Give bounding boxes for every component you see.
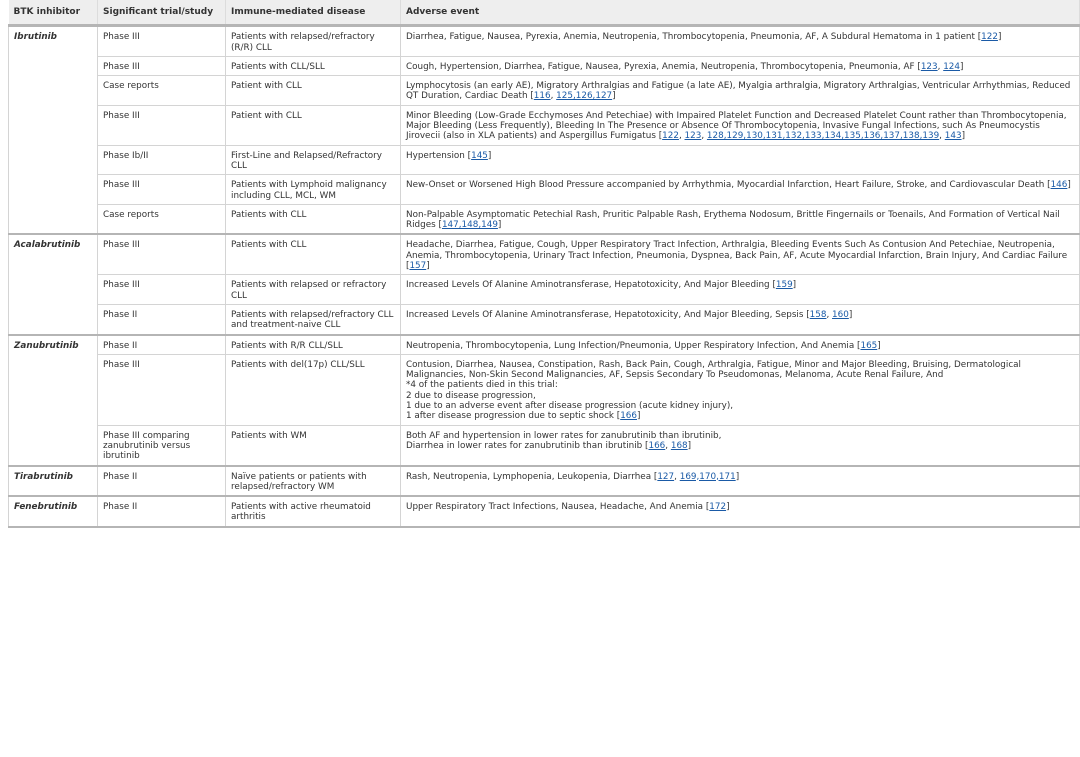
disease-cell: Patient with CLL <box>226 105 401 145</box>
disease-cell: Patients with del(17p) CLL/SLL <box>226 354 401 425</box>
trial-cell: Phase III <box>98 275 226 305</box>
header-adverse-event: Adverse event <box>401 0 1080 26</box>
adverse-event-cell: Minor Bleeding (Low-Grade Ecchymoses And Petechiae) with Impaired Platelet Function and Decreased Platelet Count rather than Thrombocytopenia, Major Bleeding (Less Frequently), Bleeding In The Presence or Absence Of Thrombocytopenia, Invasive Fungal Infections, such As Pneumocystis Jirovecii (also in XLA patients) and Aspergillus Fumigatus [122, 123, 128,129,130,131,132,133,134,135,136,137,138,139, 143] <box>401 105 1080 145</box>
adverse-event-text: Hypertension [ <box>406 150 472 161</box>
disease-cell: Patients with relapsed/refractory CLL and treatment-naive CLL <box>226 304 401 334</box>
adverse-events-table-container <box>8 0 1079 528</box>
trial-cell: Phase II <box>98 335 226 355</box>
trial-cell: Phase II <box>98 466 226 497</box>
adverse-event-text: Rash, Neutropenia, Lymphopenia, Leukopenia, Diarrhea [ <box>406 471 658 482</box>
adverse-event-text: Neutropenia, Thrombocytopenia, Lung Infection/Pneumonia, Upper Respiratory Infection, And Anemia [ <box>406 340 861 351</box>
adverse-event-text: Cough, Hypertension, Diarrhea, Fatigue, Nausea, Pyrexia, Anemia, Neutropenia, Thrombocytopenia, Pneumonia, AF [ <box>406 61 921 72</box>
trial-cell: Phase II <box>98 496 226 527</box>
reference-link[interactable]: 127 <box>657 471 675 482</box>
header-disease: Immune-mediated disease <box>226 0 401 26</box>
table-row <box>9 425 1080 465</box>
disease-cell: Patients with relapsed/refractory (R/R) CLL <box>226 26 401 57</box>
table-row <box>9 26 1080 57</box>
reference-link[interactable]: 122 <box>981 32 998 43</box>
trial-cell: Phase III comparing zanubrutinib versus ibrutinib <box>98 425 226 465</box>
adverse-event-text: Contusion, Diarrhea, Nausea, Constipation, Rash, Back Pain, Cough, Arthralgia, Fatigue, Minor and Major Bleeding, Bruising, Dermatological Malignancies, Non-Skin Second Malignancies, AF, Sepsis Secondary To Pseudomonas, Melanoma, Acute Renal Failure, And <box>406 359 1021 381</box>
adverse-event-cell: Neutropenia, Thrombocytopenia, Lung Infection/Pneumonia, Upper Respiratory Infection, And Anemia [165] <box>401 335 1080 355</box>
table-row <box>9 466 1080 497</box>
reference-link[interactable]: 168 <box>670 440 688 451</box>
adverse-event-line: Diarrhea in lower rates for zanubrutinib than ibrutinib [166, 168] <box>406 440 692 451</box>
disease-cell: Patients with R/R CLL/SLL <box>226 335 401 355</box>
reference-link[interactable]: 166 <box>648 440 666 451</box>
header-trial: Significant trial/study <box>98 0 226 26</box>
reference-link[interactable]: 116 <box>533 91 551 102</box>
inhibitor-name: Zanubrutinib <box>9 335 98 466</box>
reference-link[interactable]: 166 <box>620 411 637 422</box>
reference-link[interactable]: 143 <box>944 131 962 142</box>
reference-link[interactable]: 172 <box>709 502 727 513</box>
disease-cell: Patients with WM <box>226 425 401 465</box>
table-row <box>9 496 1080 527</box>
adverse-event-cell: Non-Palpable Asymptomatic Petechial Rash, Pruritic Palpable Rash, Erythema Nodosum, Brittle Fingernails or Toenails, And Formation of Vertical Nail Ridges [147,148,149] <box>401 204 1080 234</box>
reference-link[interactable]: 160 <box>832 309 849 320</box>
table-row <box>9 105 1080 145</box>
reference-link[interactable]: 158 <box>809 309 827 320</box>
adverse-event-cell: Headache, Diarrhea, Fatigue, Cough, Upper Respiratory Tract Infection, Arthralgia, Bleeding Events Such As Contusion And Petechiae, Neutropenia, Anemia, Thrombocytopenia, Urinary Tract Infection, Pneumonia, Dyspnea, Back Pain, AF, Acute Myocardial Infarction, Brain Injury, And Cardiac Failure [157] <box>401 234 1080 274</box>
adverse-event-text: Both AF and hypertension in lower rates for zanubrutinib than ibrutinib, <box>406 430 722 441</box>
adverse-event-text: Non-Palpable Asymptomatic Petechial Rash, Pruritic Palpable Rash, Erythema Nodosum, Brittle Fingernails or Toenails, And Formation of Vertical Nail Ridges [ <box>406 209 1060 231</box>
inhibitor-name: Ibrutinib <box>9 26 98 235</box>
adverse-event-cell: Increased Levels Of Alanine Aminotransferase, Hepatotoxicity, And Major Bleeding [159] <box>401 275 1080 305</box>
adverse-event-cell: Rash, Neutropenia, Lymphopenia, Leukopenia, Diarrhea [127, 169,170,171] <box>401 466 1080 497</box>
disease-cell: Patients with CLL <box>226 234 401 274</box>
trial-cell: Case reports <box>98 204 226 234</box>
adverse-event-text: Headache, Diarrhea, Fatigue, Cough, Upper Respiratory Tract Infection, Arthralgia, Bleeding Events Such As Contusion And Petechiae, Neutropenia, Anemia, Thrombocytopenia, Urinary Tract Infection, Pneumonia, Dyspnea, Back Pain, AF, Acute Myocardial Infarction, Brain Injury, And Cardiac Failure [ <box>406 240 1068 272</box>
trial-cell: Phase II <box>98 304 226 334</box>
trial-cell: Phase III <box>98 26 226 57</box>
adverse-events-table <box>8 0 1080 528</box>
reference-link[interactable]: 125,126,127 <box>556 91 613 102</box>
reference-link[interactable]: 128,129,130,131,132,133,134,135,136,137,138,139 <box>706 131 940 142</box>
adverse-event-text: Upper Respiratory Tract Infections, Nausea, Headache, And Anemia [ <box>406 502 710 513</box>
disease-cell: Naïve patients or patients with relapsed/refractory WM <box>226 466 401 497</box>
disease-cell: Patient with CLL <box>226 76 401 106</box>
table-row <box>9 76 1080 106</box>
reference-link[interactable]: 169,170,171 <box>679 471 736 482</box>
disease-cell: Patients with CLL/SLL <box>226 56 401 75</box>
adverse-event-text: Diarrhea, Fatigue, Nausea, Pyrexia, Anemia, Neutropenia, Thrombocytopenia, Pneumonia, AF, A Subdural Hematoma in 1 patient [ <box>406 32 982 43</box>
adverse-event-cell: New-Onset or Worsened High Blood Pressure accompanied by Arrhythmia, Myocardial Infarction, Heart Failure, Stroke, and Cardiovascular Death [146] <box>401 175 1080 205</box>
table-row <box>9 304 1080 334</box>
adverse-event-text: Increased Levels Of Alanine Aminotransferase, Hepatotoxicity, And Major Bleeding [ <box>406 280 776 291</box>
reference-link[interactable]: 122 <box>662 131 679 142</box>
reference-link[interactable]: 123 <box>920 61 938 72</box>
table-row <box>9 234 1080 274</box>
inhibitor-name: Tirabrutinib <box>9 466 98 497</box>
table-row <box>9 204 1080 234</box>
table-row <box>9 275 1080 305</box>
trial-cell: Phase III <box>98 105 226 145</box>
reference-link[interactable]: 165 <box>860 340 878 351</box>
adverse-event-cell: Cough, Hypertension, Diarrhea, Fatigue, Nausea, Pyrexia, Anemia, Neutropenia, Thrombocytopenia, Pneumonia, AF [123, 124] <box>401 56 1080 75</box>
reference-link[interactable]: 124 <box>943 61 960 72</box>
reference-link[interactable]: 145 <box>471 150 488 161</box>
table-row <box>9 56 1080 75</box>
trial-cell: Phase Ib/II <box>98 145 226 175</box>
adverse-event-line: 1 due to an adverse event after disease progression (acute kidney injury), <box>406 401 734 412</box>
adverse-event-text: Minor Bleeding (Low-Grade Ecchymoses And Petechiae) with Impaired Platelet Function and Decreased Platelet Count rather than Thrombocytopenia, Major Bleeding (Less Frequently), Bleeding In The Presence or Absence Of Thrombocytopenia, Invasive Fungal Infections, such As Pneumocystis Jirovecii (also in XLA patients) and Aspergillus Fumigatus [ <box>406 110 1067 142</box>
reference-link[interactable]: 157 <box>409 261 427 272</box>
disease-cell: Patients with Lymphoid malignancy including CLL, MCL, WM <box>226 175 401 205</box>
disease-cell: Patients with relapsed or refractory CLL <box>226 275 401 305</box>
reference-link[interactable]: 123 <box>684 131 702 142</box>
adverse-event-cell: Lymphocytosis (an early AE), Migratory Arthralgias and Fatigue (a late AE), Myalgia arthralgia, Migratory Arthralgias, Ventricular Arrhythmias, Reduced QT Duration, Cardiac Death [116, 125,126,127] <box>401 76 1080 106</box>
reference-link[interactable]: 159 <box>775 280 793 291</box>
inhibitor-name: Acalabrutinib <box>9 234 98 334</box>
adverse-event-line: 2 due to disease progression, <box>406 390 536 401</box>
trial-cell: Phase III <box>98 56 226 75</box>
reference-link[interactable]: 146 <box>1050 180 1068 191</box>
inhibitor-name: Fenebrutinib <box>9 496 98 527</box>
disease-cell: Patients with active rheumatoid arthritis <box>226 496 401 527</box>
trial-cell: Case reports <box>98 76 226 106</box>
disease-cell: Patients with CLL <box>226 204 401 234</box>
disease-cell: First-Line and Relapsed/Refractory CLL <box>226 145 401 175</box>
adverse-event-cell: Diarrhea, Fatigue, Nausea, Pyrexia, Anemia, Neutropenia, Thrombocytopenia, Pneumonia, AF, A Subdural Hematoma in 1 patient [122] <box>401 26 1080 57</box>
adverse-event-cell: Increased Levels Of Alanine Aminotransferase, Hepatotoxicity, And Major Bleeding, Sepsis [158, 160] <box>401 304 1080 334</box>
table-row <box>9 175 1080 205</box>
adverse-event-cell: Upper Respiratory Tract Infections, Nausea, Headache, And Anemia [172] <box>401 496 1080 527</box>
table-row <box>9 145 1080 175</box>
adverse-event-line: *4 of the patients died in this trial: <box>406 380 558 391</box>
adverse-event-cell: Hypertension [145] <box>401 145 1080 175</box>
header-btk-inhibitor: BTK inhibitor <box>9 0 98 26</box>
header-row <box>9 0 1080 26</box>
adverse-event-text: Lymphocytosis (an early AE), Migratory Arthralgias and Fatigue (a late AE), Myalgia arthralgia, Migratory Arthralgias, Ventricular Arrhythmias, Reduced QT Duration, Cardiac Death [ <box>406 81 1071 102</box>
adverse-event-cell <box>401 354 1080 425</box>
adverse-event-text: Increased Levels Of Alanine Aminotransferase, Hepatotoxicity, And Major Bleeding, Sepsis [ <box>406 309 810 320</box>
adverse-event-line: 1 after disease progression due to septic shock [166] <box>406 411 641 422</box>
trial-cell: Phase III <box>98 175 226 205</box>
trial-cell: Phase III <box>98 234 226 274</box>
reference-link[interactable]: 147,148,149 <box>441 220 498 231</box>
table-row <box>9 354 1080 425</box>
table-body <box>9 26 1080 527</box>
adverse-event-text: New-Onset or Worsened High Blood Pressure accompanied by Arrhythmia, Myocardial Infarction, Heart Failure, Stroke, and Cardiovascular Death [ <box>406 180 1051 191</box>
adverse-event-cell <box>401 425 1080 465</box>
trial-cell: Phase III <box>98 354 226 425</box>
table-row <box>9 335 1080 355</box>
